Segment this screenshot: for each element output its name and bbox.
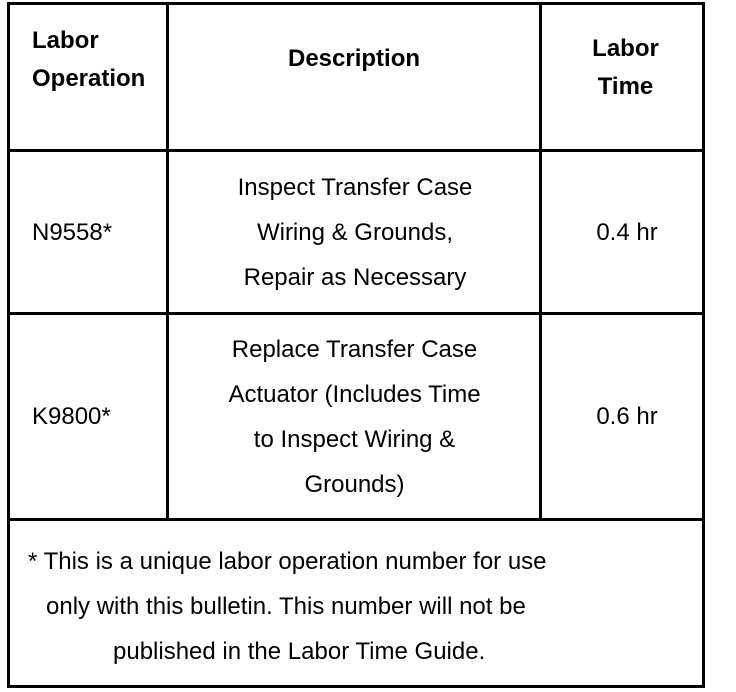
table-row <box>10 152 702 315</box>
description-text <box>228 327 480 507</box>
description-cell <box>169 152 542 312</box>
header-labor-operation <box>32 22 145 98</box>
footnote-line: * This is a unique labor operation number for use <box>28 548 547 575</box>
description-line: Wiring & Grounds, <box>256 218 454 246</box>
header-cell-labor-operation <box>10 5 169 149</box>
description-line: Inspect Transfer Case <box>237 173 473 201</box>
header-cell-description <box>169 5 542 149</box>
table-header-row <box>10 5 702 152</box>
labor-time-cell <box>542 152 705 312</box>
header-description: Description <box>287 45 421 72</box>
description-text <box>238 165 473 300</box>
labor-operation-cell <box>10 152 169 312</box>
description-line: to Inspect Wiring & <box>253 425 456 453</box>
labor-operation-code: N9558* <box>32 218 113 246</box>
labor-time-cell <box>542 315 705 518</box>
description-line: Repair as Necessary <box>243 263 467 291</box>
labor-time-value: 0.4 hr <box>596 218 658 246</box>
labor-time-value: 0.6 hr <box>596 403 658 430</box>
labor-operation-table <box>7 2 705 688</box>
header-labor-time-line: Time <box>597 73 654 100</box>
description-line: Grounds) <box>304 470 405 498</box>
description-cell <box>169 315 542 518</box>
labor-operation-cell <box>10 315 169 518</box>
table-row <box>10 315 702 521</box>
header-cell-labor-time <box>542 5 705 149</box>
description-line: Actuator (Includes Time <box>228 380 481 408</box>
footnote-row <box>10 521 702 688</box>
header-labor-time <box>592 30 659 106</box>
footnote-line: published in the Labor Time Guide. <box>113 638 486 665</box>
labor-operation-code: K9800* <box>32 403 111 430</box>
footnote-text <box>10 539 702 674</box>
header-labor-operation-line: Operation <box>32 65 146 92</box>
header-labor-time-line: Labor <box>592 35 659 62</box>
header-labor-operation-line: Labor <box>32 27 99 54</box>
description-line: Replace Transfer Case <box>231 335 478 363</box>
footnote-line: only with this bulletin. This number will not be <box>46 593 526 620</box>
